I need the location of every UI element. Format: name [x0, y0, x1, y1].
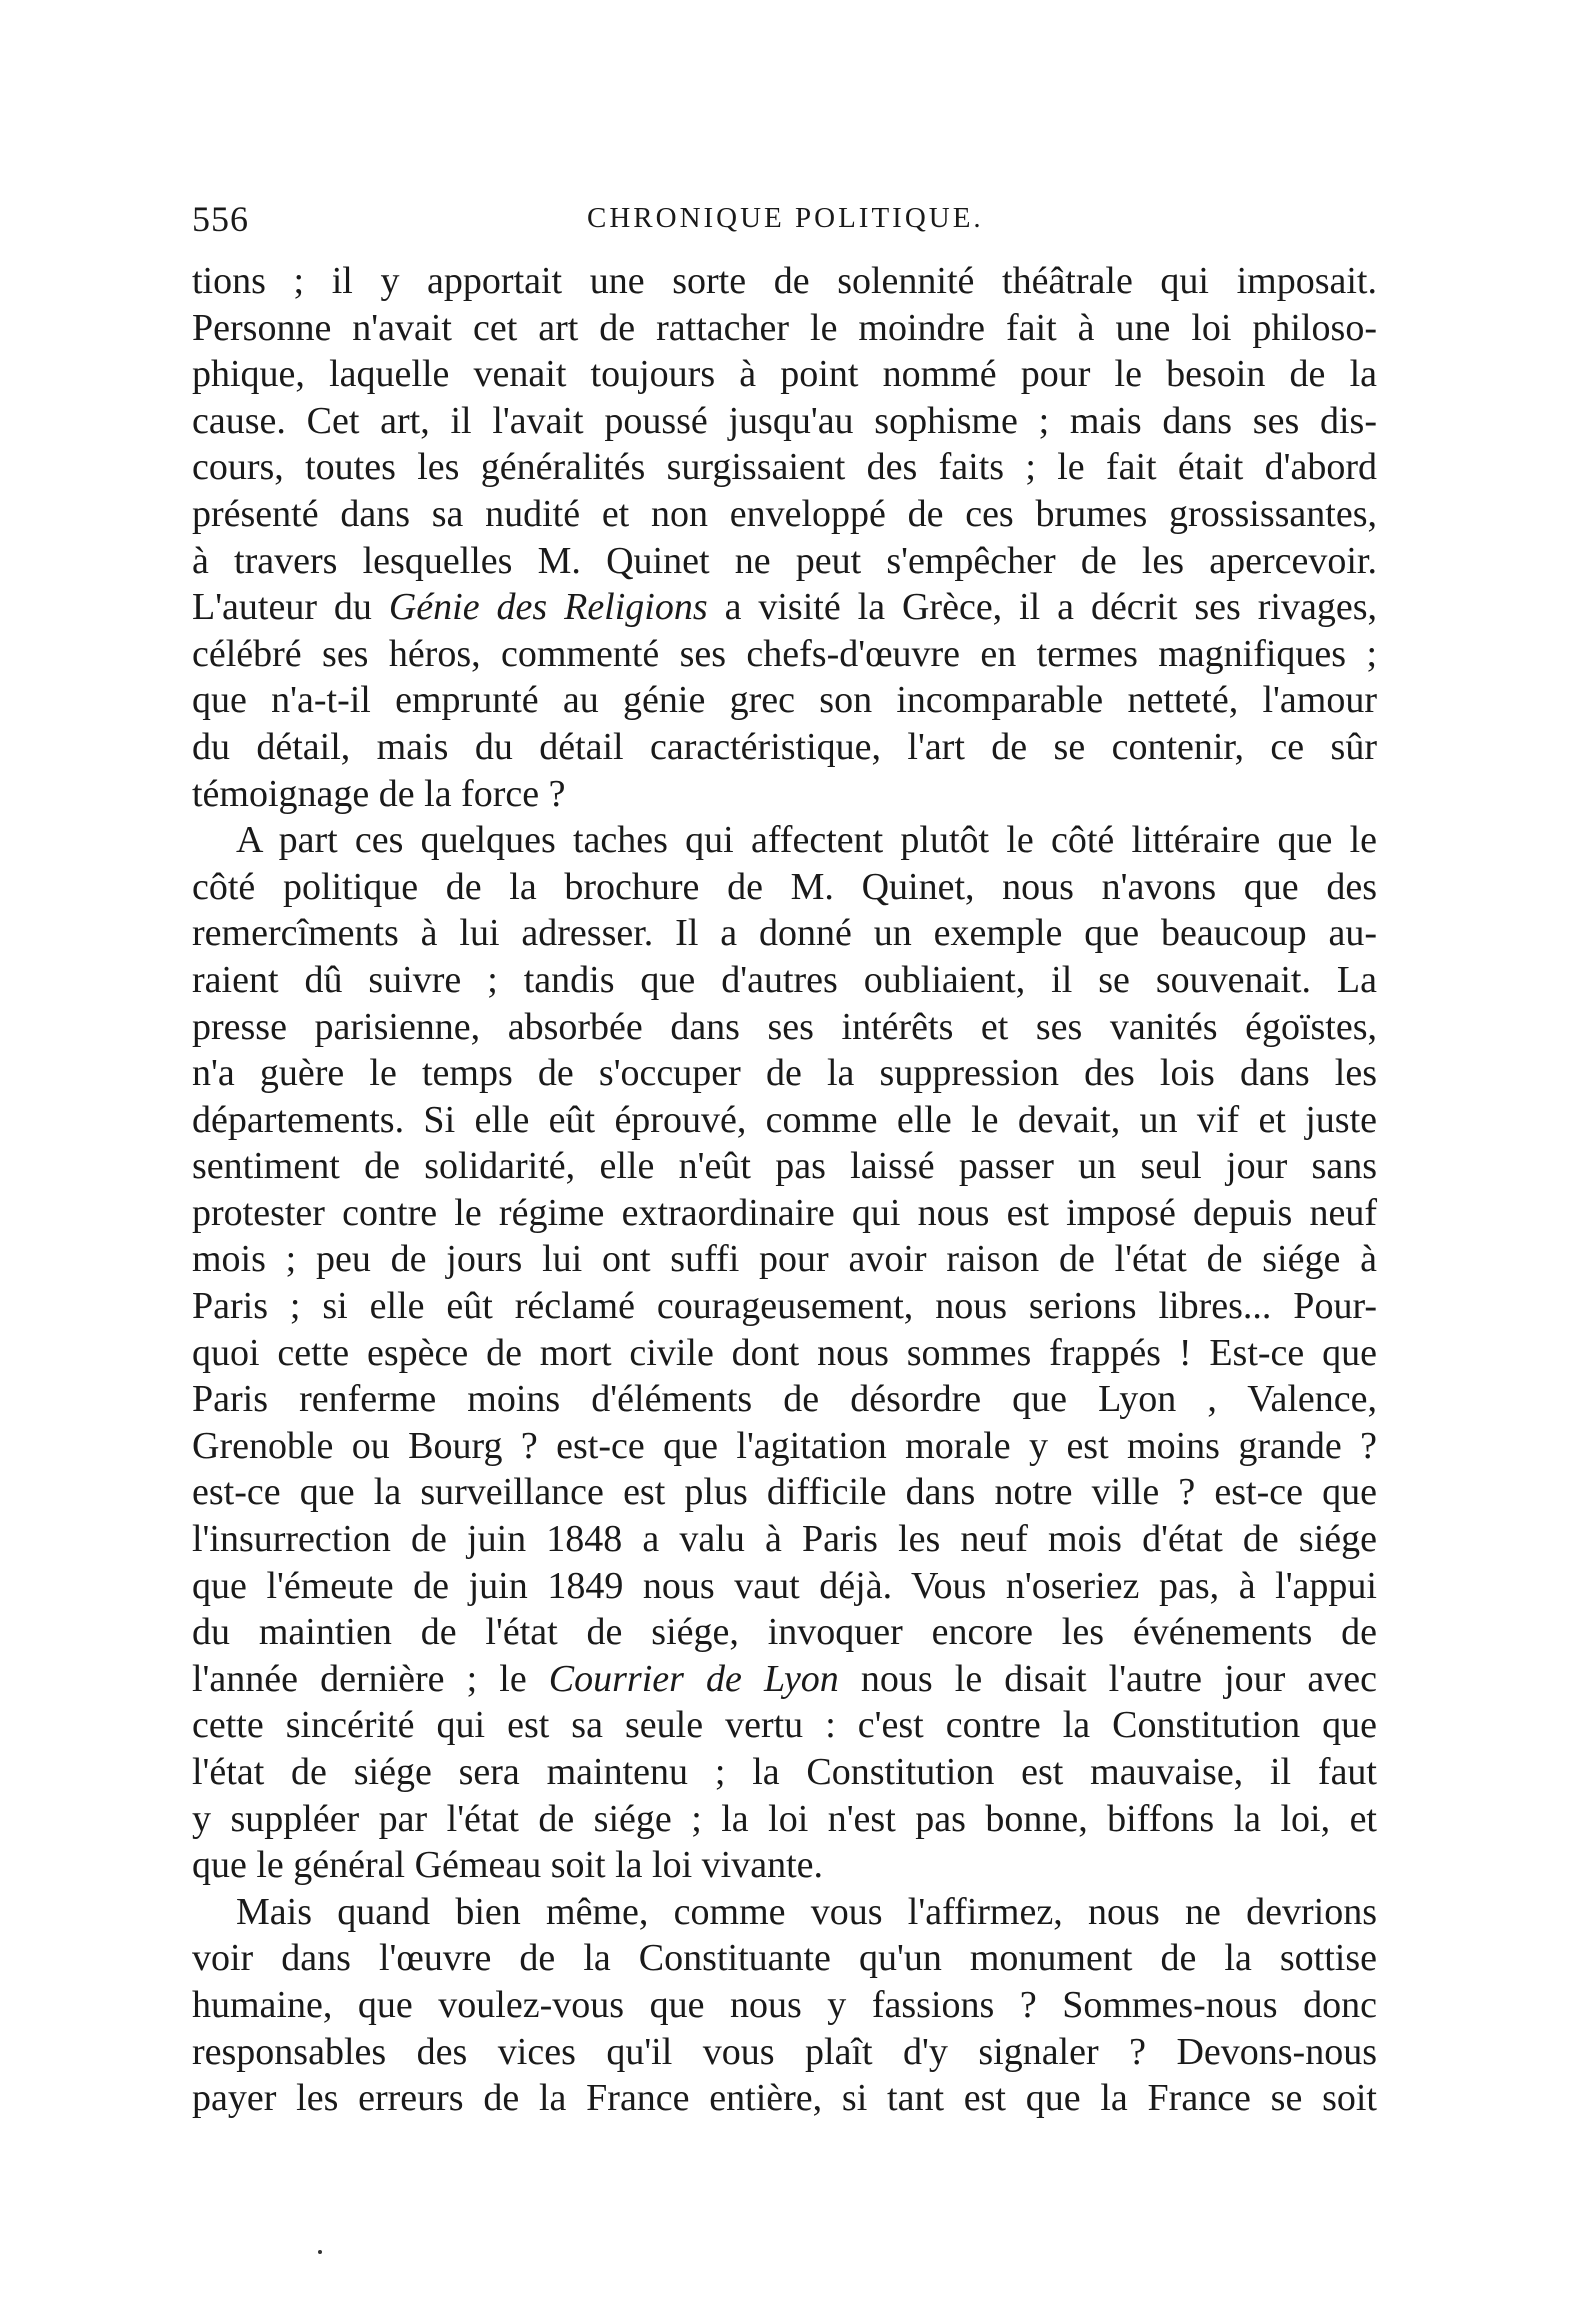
line-text-before: l'année dernière ; le: [192, 1657, 549, 1700]
text-line: du maintien de l'état de siége, invoquer encore les événements de: [192, 1611, 1377, 1654]
text-line-paragraph-end: que le général Gémeau soit la loi vivante.: [192, 1844, 823, 1887]
print-speck: [318, 2250, 322, 2254]
text-line: que n'a-t-il emprunté au génie grec son incomparable netteté, l'amour: [192, 679, 1377, 722]
text-line: l'état de siége sera maintenu ; la Constitution est mauvaise, il faut: [192, 1751, 1377, 1793]
text-line-paragraph-start: Mais quand bien même, comme vous l'affirmez, nous ne devrions: [236, 1890, 1377, 1933]
text-line: n'a guère le temps de s'occuper de la suppression des lois dans les: [192, 1052, 1377, 1095]
line-text-after: nous le disait l'autre jour avec: [838, 1657, 1377, 1700]
text-line: tions ; il y apportait une sorte de solennité théâtrale qui imposait.: [192, 260, 1377, 302]
page-number: 556: [192, 199, 249, 239]
text-line: Paris renferme moins d'éléments de désordre que Lyon , Valence,: [192, 1378, 1377, 1421]
text-line: cours, toutes les généralités surgissaient des faits ; le fait était d'abord: [192, 446, 1377, 489]
text-line: humaine, que voulez-vous que nous y fassions ? Sommes-nous donc: [192, 1983, 1377, 2026]
text-line: quoi cette espèce de mort civile dont nous sommes frappés ! Est-ce que: [192, 1331, 1377, 1374]
text-line: du détail, mais du détail caractéristique, l'art de se contenir, ce sûr: [192, 725, 1377, 768]
text-line-paragraph-start: A part ces quelques taches qui affectent plutôt le côté littéraire que le: [236, 819, 1377, 862]
line-text-after: a visité la Grèce, il a décrit ses rivages,: [707, 586, 1377, 629]
text-line: l'insurrection de juin 1848 a valu à Paris les neuf mois d'état de siége: [192, 1518, 1377, 1561]
text-line: raient dû suivre ; tandis que d'autres oubliaient, il se souvenait. La: [192, 958, 1377, 1001]
text-line: Personne n'avait cet art de rattacher le moindre fait à une loi philoso-: [192, 306, 1377, 349]
text-line: que l'émeute de juin 1849 nous vaut déjà. Vous n'oseriez pas, à l'appui: [192, 1564, 1377, 1607]
text-line: phique, laquelle venait toujours à point nommé pour le besoin de la: [192, 353, 1377, 396]
text-line: sentiment de solidarité, elle n'eût pas laissé passer un seul jour sans: [192, 1145, 1377, 1188]
text-line-paragraph-end: témoignage de la force ?: [192, 772, 566, 815]
text-line: responsables des vices qu'il vous plaît d'y signaler ? Devons-nous: [192, 2030, 1377, 2073]
italic-newspaper-title: Courrier de Lyon: [548, 1657, 839, 1700]
body-text: [192, 258, 1377, 2122]
text-line: à travers lesquelles M. Quinet ne peut s'empêcher de les apercevoir.: [192, 539, 1377, 582]
italic-book-title: Génie des Religions: [388, 586, 708, 629]
text-line: cause. Cet art, il l'avait poussé jusqu'au sophisme ; mais dans ses dis-: [192, 399, 1377, 442]
running-title: CHRONIQUE POLITIQUE.: [587, 202, 984, 234]
text-line-with-italic-title: [192, 584, 1377, 631]
text-line: payer les erreurs de la France entière, si tant est que la France se soit: [192, 2077, 1377, 2120]
line-text-before: L'auteur du: [192, 586, 389, 629]
text-line: côté politique de la brochure de M. Quinet, nous n'avons que des: [192, 865, 1377, 908]
text-line-with-italic-title: [192, 1656, 1377, 1703]
text-line: remercîments à lui adresser. Il a donné un exemple que beaucoup au-: [192, 912, 1377, 955]
text-line: presse parisienne, absorbée dans ses intérêts et ses vanités égoïstes,: [192, 1005, 1377, 1048]
text-line: y suppléer par l'état de siége ; la loi n'est pas bonne, biffons la loi, et: [192, 1797, 1377, 1840]
text-line: départements. Si elle eût éprouvé, comme elle le devait, un vif et juste: [192, 1098, 1377, 1141]
text-line: présenté dans sa nudité et non enveloppé de ces brumes grossissantes,: [192, 492, 1377, 535]
text-line: cette sincérité qui est sa seule vertu : c'est contre la Constitution que: [192, 1704, 1377, 1747]
text-line: est-ce que la surveillance est plus difficile dans notre ville ? est-ce que: [192, 1471, 1377, 1514]
text-line: voir dans l'œuvre de la Constituante qu'un monument de la sottise: [192, 1937, 1377, 1980]
text-line: Paris ; si elle eût réclamé courageusement, nous serions libres... Pour-: [192, 1285, 1377, 1328]
text-line: protester contre le régime extraordinaire qui nous est imposé depuis neuf: [192, 1191, 1377, 1234]
text-line: mois ; peu de jours lui ont suffi pour avoir raison de l'état de siége à: [192, 1238, 1377, 1281]
text-line: célébré ses héros, commenté ses chefs-d'œuvre en termes magnifiques ;: [192, 632, 1377, 675]
text-line: Grenoble ou Bourg ? est-ce que l'agitation morale y est moins grande ?: [192, 1424, 1377, 1467]
page-header: [192, 198, 1372, 242]
